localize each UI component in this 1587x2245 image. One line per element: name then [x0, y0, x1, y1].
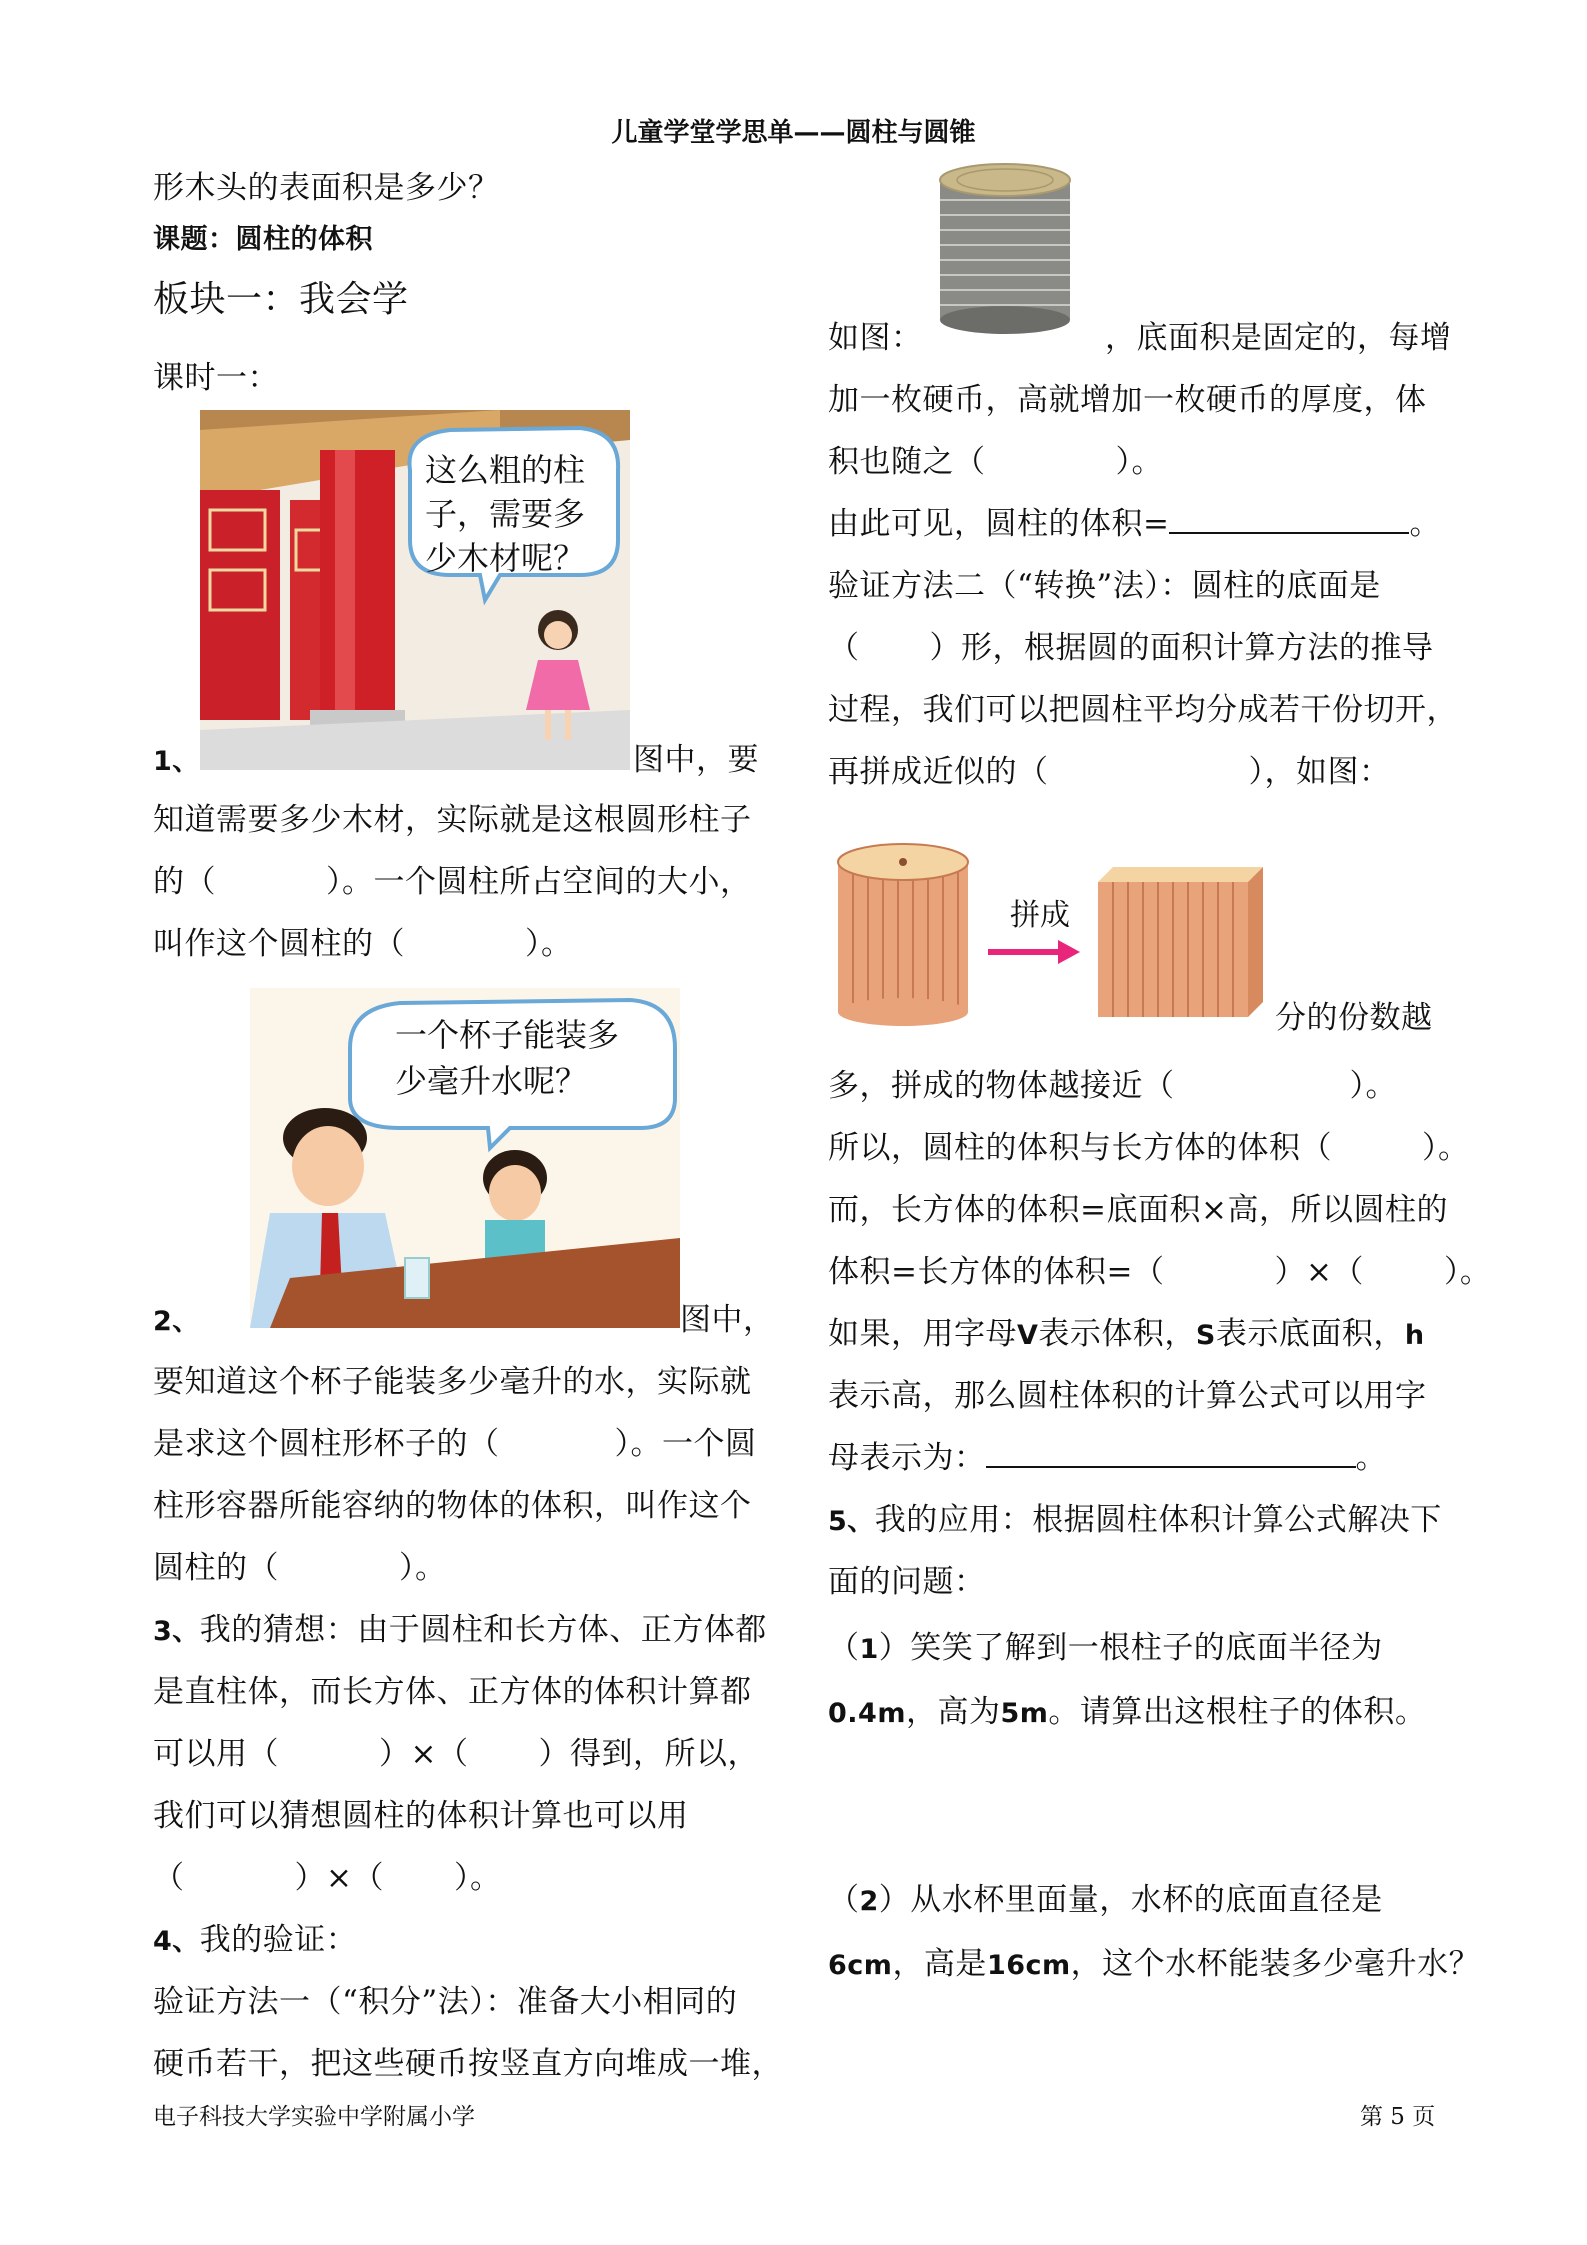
r1-text-a: 如图：	[828, 320, 923, 356]
q4-text-a2: 我的验证：	[199, 1922, 358, 1958]
q3-text-e1: （	[153, 1860, 185, 1896]
r4-text-b: 。	[1409, 506, 1441, 542]
q5-text-a2: 我的应用：根据圆柱体积计算公式解决下	[874, 1502, 1442, 1538]
q3-text-b: 是直柱体，而长方体、正方体的体积计算都	[153, 1674, 752, 1710]
problem2-text-b	[828, 1944, 1480, 1986]
r3-text	[828, 442, 1163, 482]
q2-text-e1: 圆柱的（	[153, 1550, 279, 1586]
q2-text-c	[153, 1424, 757, 1464]
q3-text-a2: 我的猜想：由于圆柱和长方体、正方体都	[199, 1612, 767, 1648]
problem2-text-a	[828, 1880, 1383, 1922]
section-heading: 板块一：我会学	[153, 279, 409, 320]
q3-text-c2: ）×（	[379, 1736, 469, 1772]
transform-arrow-label: 拼成	[1010, 898, 1070, 933]
r4-text-a: 由此可见，圆柱的体积=	[828, 506, 1170, 542]
r15-text: 表示高，那么圆柱体积的计算公式可以用字	[828, 1378, 1427, 1414]
q4-text-c: 硬币若干，把这些硬币按竖直方向堆成一堆，	[153, 2046, 783, 2082]
r14-text-e: 表示底面积，	[1215, 1316, 1405, 1352]
pillar-speech-bubble	[425, 448, 585, 580]
q3-number: 3、	[153, 1616, 200, 1647]
r10-text	[828, 1066, 1397, 1106]
p2-b2: ，高是	[892, 1946, 987, 1982]
q3-text-c3: ）得到，所以，	[538, 1736, 759, 1772]
q4-number: 4、	[153, 1926, 200, 1957]
bubble-line: 这么粗的柱	[425, 451, 586, 489]
q1-text-d	[153, 924, 573, 964]
p1-a1: （	[828, 1630, 860, 1666]
r1-text-b: ，底面积是固定的，每增	[1105, 320, 1452, 356]
p1-a3: ）笑笑了解到一根柱子的底面半径为	[878, 1630, 1383, 1666]
bubble-line: 一个杯子能装多	[395, 1016, 620, 1054]
r13-text-b: ）×（	[1274, 1254, 1364, 1290]
r5-text: 验证方法二（“转换”法）：圆柱的底面是	[828, 568, 1381, 604]
p2-b4: ，这个水杯能装多少毫升水？	[1070, 1946, 1481, 1982]
p2-a3: ）从水杯里面量，水杯的底面直径是	[878, 1882, 1383, 1918]
q3-text-e2: ）×（	[294, 1860, 384, 1896]
q3-text-e3: ）。	[453, 1860, 502, 1896]
r8-text	[828, 752, 1391, 792]
q3-text-c1: 可以用（	[153, 1736, 279, 1772]
p1-b1: 0.4m	[828, 1698, 906, 1729]
lesson-topic: 课题：圆柱的体积	[153, 224, 373, 255]
r3-text-b: ）。	[1115, 444, 1163, 480]
q1-text-d1: 叫作这个圆柱的（	[153, 926, 405, 962]
q3-text-d: 我们可以猜想圆柱的体积计算也可以用	[153, 1798, 689, 1834]
q3-text-e	[153, 1858, 501, 1898]
q2-number: 2、	[153, 1306, 200, 1337]
q3-text-c	[153, 1734, 759, 1774]
r14-text-c: 表示体积，	[1038, 1316, 1196, 1352]
p1-b4: 。请算出这根柱子的体积。	[1048, 1694, 1427, 1730]
q5-number: 5、	[828, 1506, 875, 1537]
problem1-text-b	[828, 1692, 1426, 1734]
q1-text-d2: ）。	[525, 926, 573, 962]
r8-text-b: ），如图：	[1248, 754, 1391, 790]
q2-text-d: 柱形容器所能容纳的物体的体积，叫作这个	[153, 1488, 752, 1524]
p2-a1: （	[828, 1882, 860, 1918]
q4-text-b: 验证方法一（“积分”法）：准备大小相同的	[153, 1984, 738, 2020]
p2-b3: 16cm	[986, 1950, 1071, 1981]
r6-text	[828, 628, 1434, 668]
q3-text-a	[153, 1610, 767, 1652]
r11-text	[828, 1128, 1470, 1168]
q2-text-b: 要知道这个杯子能装多少毫升的水，实际就	[153, 1364, 752, 1400]
q2-text-c2: ）。一个圆	[614, 1426, 757, 1462]
r13-text-a: 体积=长方体的体积=（	[828, 1254, 1165, 1290]
bubble-line: 少毫升水呢？	[395, 1062, 588, 1100]
q1-text-c1: 的（	[153, 864, 216, 900]
r9-text: 分的份数越	[1275, 1000, 1433, 1036]
page-header-title: 儿童学堂学思单——圆柱与圆锥	[611, 118, 976, 148]
q1-text-c	[153, 862, 752, 902]
q2-text-e	[153, 1548, 447, 1588]
r7-text: 过程，我们可以把圆柱平均分成若干份切开，	[828, 692, 1458, 728]
r13-text-c: ）。	[1443, 1254, 1492, 1290]
q1-text-c2: ）。一个圆柱所占空间的大小，	[326, 864, 752, 900]
p2-a2: 2	[859, 1886, 879, 1917]
bubble-line: 子，需要多	[425, 495, 586, 533]
r14-text-a: 如果，用字母	[828, 1316, 1017, 1352]
var-h: h	[1404, 1320, 1425, 1351]
r3-text-a: 积也随之（	[828, 444, 986, 480]
q1-number: 1、	[153, 746, 200, 777]
r4-text	[828, 504, 1441, 544]
var-v: V	[1017, 1320, 1039, 1351]
r10-text-b: ）。	[1349, 1068, 1397, 1104]
r16-text-a: 母表示为：	[828, 1440, 986, 1476]
footer-page-number: 第 5 页	[1360, 2104, 1436, 2130]
p2-b1: 6cm	[828, 1950, 893, 1981]
q5-text-b: 面的问题：	[828, 1564, 986, 1600]
r6-text-a: （	[828, 630, 860, 666]
r6-text-b: ）形，根据圆的面积计算方法的推导	[929, 630, 1434, 666]
r16-text-b: 。	[1355, 1440, 1387, 1476]
problem1-text-a	[828, 1628, 1383, 1670]
var-s: S	[1195, 1320, 1216, 1351]
q2-text-e2: ）。	[399, 1550, 447, 1586]
cup-speech-bubble	[395, 1012, 619, 1104]
continued-text: 形木头的表面积是多少？	[153, 170, 500, 206]
r13-text	[828, 1252, 1491, 1292]
r10-text-a: 多，拼成的物体越接近（	[828, 1068, 1175, 1104]
r14-text	[828, 1314, 1425, 1356]
p1-a2: 1	[859, 1634, 879, 1665]
q4-text-a	[153, 1920, 357, 1962]
q1-text-a: 图中，要	[633, 742, 759, 778]
q1-text-b: 知道需要多少木材，实际就是这根圆形柱子	[153, 802, 752, 838]
footer-school: 电子科技大学实验中学附属小学	[153, 2104, 475, 2130]
r11-text-b: ）。	[1422, 1130, 1470, 1166]
r2-text: 加一枚硬币，高就增加一枚硬币的厚度，体	[828, 382, 1427, 418]
q5-text-a	[828, 1500, 1442, 1542]
p1-b3: 5m	[1000, 1698, 1049, 1729]
r11-text-a: 所以，圆柱的体积与长方体的体积（	[828, 1130, 1332, 1166]
p1-b2: ，高为	[905, 1694, 1001, 1730]
r8-text-a: 再拼成近似的（	[828, 754, 1049, 790]
q2-text-c1: 是求这个圆柱形杯子的（	[153, 1426, 500, 1462]
bubble-line: 少木材呢？	[425, 539, 586, 577]
q2-text-a: 图中，	[680, 1302, 775, 1338]
r12-text: 而，长方体的体积=底面积×高，所以圆柱的	[828, 1192, 1448, 1228]
lesson-label: 课时一：	[153, 360, 279, 396]
r16-text	[828, 1438, 1387, 1478]
coin-stack-illustration	[930, 160, 1080, 340]
